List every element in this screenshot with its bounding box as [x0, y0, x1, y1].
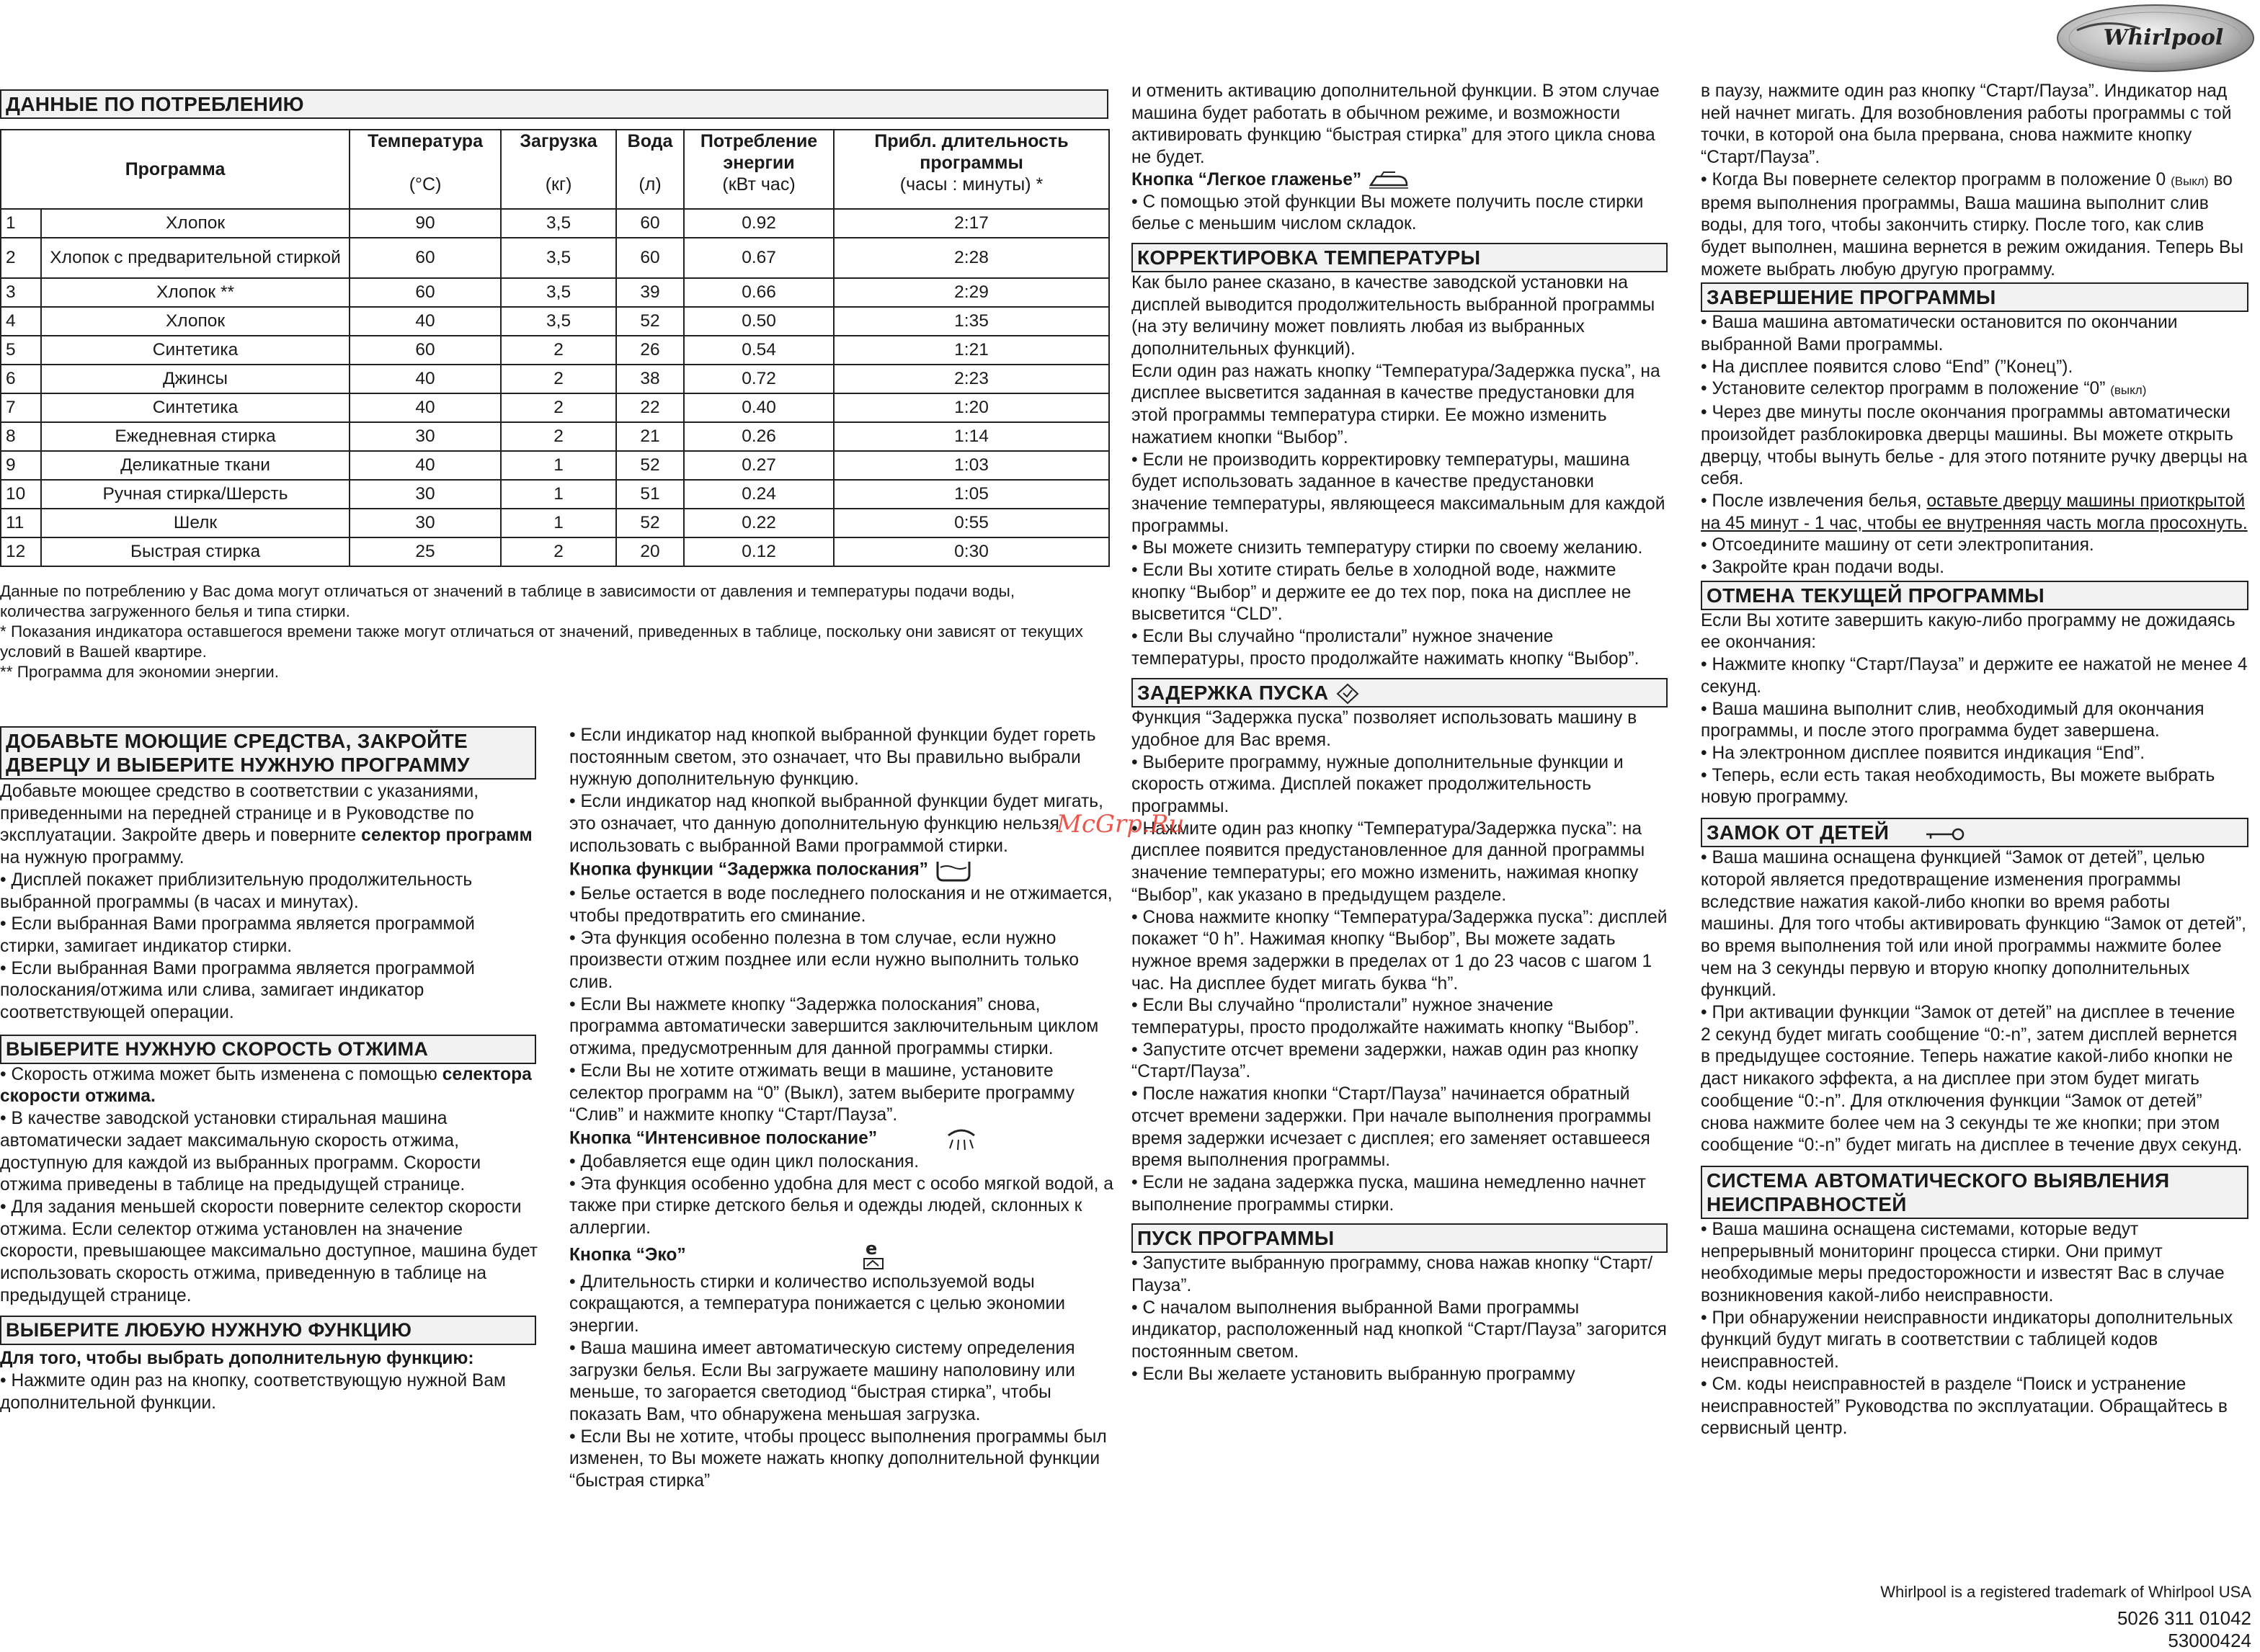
table-row — [1, 509, 1109, 537]
note-star: * Показания индикатора оставшегося времени также могут отличаться от значений, приведенных в таблице, поскольку они зависят от текущих условий в Вашей квартире. — [0, 622, 1083, 661]
delay-text-5: • Если Вы случайно “пролистали” нужное значение температуры, просто продолжайте нажимать кнопку “Выбор”. — [1131, 996, 1640, 1038]
table-row — [1, 422, 1109, 451]
func-bullet-steady: • Если индикатор над кнопкой выбранной функции будет гореть постоянным светом, это означает, что Вы правильно выбрали нужную дополнительную функцию. — [569, 725, 1096, 790]
easy-iron-1: • С помощью этой функции Вы можете получить после стирки белье с меньшим числом складок. — [1131, 192, 1644, 234]
temp-text-1: Как было ранее сказано, в качестве заводской установки на дисплей выводится продолжительность выбранной программы (на эту величину может повлиять любая из выбранных дополнительных функций). — [1131, 272, 1655, 360]
pause-text: в паузу, нажмите один раз кнопку “Старт/Пауза”. Индикатор над ней начнет мигать. Для возобновления работы программы с той точки, в которой она была прервана, снова нажмите кнопку “Старт/Пауза”. — [1701, 81, 2232, 168]
cell-water: 22 — [616, 393, 684, 422]
cell-load: 2 — [501, 365, 616, 393]
column-3 — [1131, 81, 1670, 1386]
rinse-hold-title: Кнопка функции “Задержка полоскания” — [569, 857, 1117, 883]
function-title: ВЫБЕРИТЕ ЛЮБУЮ НУЖНУЮ ФУНКЦИЮ — [0, 1316, 536, 1345]
spin-bullet-1: • В качестве заводской установки стиральная машина автоматически задает максимальную скорость отжима, доступную для каждой из выбранных программ. Скорости отжима приведены в таблице на предыдущей странице. — [0, 1109, 481, 1195]
cell-load: 1 — [501, 451, 616, 480]
cell-program: Ручная стирка/Шерсть — [41, 480, 350, 509]
whirlpool-logo — [2055, 3, 2256, 73]
cell-temp: 30 — [350, 509, 501, 537]
cell-water: 52 — [616, 307, 684, 336]
consumption-title: ДАННЫЕ ПО ПОТРЕБЛЕНИЮ — [0, 89, 1108, 119]
note-main: Данные по потреблению у Вас дома могут отличаться от значений в таблице в зависимости от давления и температуры подачи воды, количества загруженного белья и типа стирки. — [0, 582, 1015, 620]
intensive-rinse-title: Кнопка “Интенсивное полоскание” — [569, 1127, 1117, 1151]
column-4 — [1701, 81, 2248, 1440]
cell-duration: 1:20 — [834, 393, 1109, 422]
cell-energy: 0.24 — [684, 480, 834, 509]
cell-load: 3,5 — [501, 209, 616, 238]
rinse-hold-4: • Если Вы не хотите отжимать вещи в машине, установите селектор программ на “0” (Выкл), затем выберите программу “Слив” и нажмите кнопку “Старт/Пауза”. — [569, 1061, 1075, 1125]
temp-text-4: • Вы можете снизить температуру стирки по своему желанию. — [1131, 538, 1643, 558]
delay-text-1: Функция “Задержка пуска” позволяет использовать машину в удобное для Вас время. — [1131, 708, 1637, 750]
table-header-row — [1, 130, 1109, 209]
cell-temp: 40 — [350, 393, 501, 422]
cell-energy: 0.50 — [684, 307, 834, 336]
eco-2: • Ваша машина имеет автоматическую систему определения загрузки белья. Если Вы загружаете машину наполовину или меньше, то загорается светодиод “быстрая стирка”, чтобы показать Вам, что обнаружена меньшая загрузка. — [569, 1338, 1075, 1424]
cell-duration: 0:30 — [834, 537, 1109, 566]
temp-text-6: • Если Вы случайно “пролистали” нужное значение температуры, просто продолжайте нажимать кнопку “Выбор”. — [1131, 627, 1640, 669]
note-double-star: ** Программа для экономии энергии. — [0, 663, 280, 681]
end-6: • Отсоедините машину от сети электропитания. — [1701, 535, 2094, 555]
cell-temp: 40 — [350, 451, 501, 480]
cell-duration: 1:21 — [834, 336, 1109, 365]
col-duration: Прибл. длительность программы (часы : минуты) * — [834, 130, 1109, 209]
column-1 — [0, 726, 538, 1415]
cell-water: 26 — [616, 336, 684, 365]
cell-water: 20 — [616, 537, 684, 566]
delay-start-title: ЗАДЕРЖКА ПУСКА — [1131, 678, 1668, 708]
cell-water: 60 — [616, 238, 684, 278]
cancel-5: • Теперь, если есть такая необходимость, Вы можете выбрать новую программу. — [1701, 765, 2215, 808]
cancel-3: • Ваша машина выполнит слив, необходимый для окончания программы, и после этого программа будет завершена. — [1701, 699, 2205, 741]
cell-n: 10 — [1, 480, 41, 509]
quick-wash-cont: и отменить активацию дополнительной функции. В этом случае машина будет работать в обычном режиме, и возможности активировать функцию “быстрая стирка” для этого цикла снова не будет. — [1131, 81, 1660, 168]
key-icon — [1923, 826, 1967, 843]
svg-text:Whirlpool: Whirlpool — [2103, 25, 2224, 50]
cell-load: 2 — [501, 336, 616, 365]
table-row — [1, 480, 1109, 509]
rinse-hold-1: • Белье остается в воде последнего полоскания и не отжимается, чтобы предотвратить его сминание. — [569, 884, 1113, 926]
cell-temp: 90 — [350, 209, 501, 238]
cell-temp: 30 — [350, 480, 501, 509]
trademark-text: Whirlpool is a registered trademark of Whirlpool USA — [1880, 1583, 2251, 1601]
detergent-bullet-1: • Дисплей покажет приблизительную продолжительность выбранной программы (в часах и минутах). — [0, 870, 473, 912]
table-row — [1, 451, 1109, 480]
cell-load: 3,5 — [501, 307, 616, 336]
spin-intro: • Скорость отжима может быть изменена с помощью селектора скорости отжима. — [0, 1064, 532, 1107]
cell-program: Шелк — [41, 509, 350, 537]
cell-program: Деликатные ткани — [41, 451, 350, 480]
cell-duration: 2:17 — [834, 209, 1109, 238]
col-program: Программа — [1, 130, 350, 209]
spin-bullet-2: • Для задания меньшей скорости поверните селектор скорости отжима. Если селектор отжима установлен на значение скорости, превышающее максимально доступное, машина будет использовать скорость отжима, приведенную в таблице на предыдущей странице. — [0, 1197, 538, 1305]
col-load: Загрузка (кг) — [501, 130, 616, 209]
cell-program: Джинсы — [41, 365, 350, 393]
function-lead: Для того, чтобы выбрать дополнительную функцию: — [0, 1349, 474, 1369]
cell-program: Хлопок — [41, 209, 350, 238]
table-row — [1, 307, 1109, 336]
cell-energy: 0.12 — [684, 537, 834, 566]
cell-temp: 60 — [350, 238, 501, 278]
temp-adjust-title: КОРРЕКТИРОВКА ТЕМПЕРАТУРЫ — [1131, 243, 1668, 272]
cell-load: 1 — [501, 480, 616, 509]
cell-temp: 30 — [350, 422, 501, 451]
selector-off-text: • Когда Вы повернете селектор программ в положение 0 (Выкл) во время выполнения программы, Ваша машина выполнит слив воды, для того, чтобы закончить стирку. После того, как слив будет выполнен, машина вернется в режим ожидания. Теперь Вы можете выбрать любую другую программу. — [1701, 169, 2244, 280]
end-3: • Установите селектор программ в положение “0” (выкл) — [1701, 379, 2147, 399]
eco-title: Кнопка “Эко” e — [569, 1240, 1117, 1272]
detergent-text: Добавьте моющее средство в соответствии с указаниями, приведенными на передней странице и в Руководстве по эксплуатации. Закройте дверь и поверните селектор программ на нужную программу. — [0, 782, 533, 868]
end-5: • После извлечения белья, оставьте дверцу машины приоткрытой на 45 минут - 1 час, чтобы ее внутренняя часть могла просохнуть. — [1701, 491, 2248, 533]
cell-duration: 1:14 — [834, 422, 1109, 451]
delay-text-6: • Запустите отсчет времени задержки, нажав один раз кнопку “Старт/Пауза”. — [1131, 1040, 1639, 1082]
fault-2: • При обнаружении неисправности индикаторы дополнительных функций будут мигать в соответствии с таблицей кодов неисправностей. — [1701, 1308, 2233, 1372]
cell-load: 2 — [501, 422, 616, 451]
cell-load: 3,5 — [501, 238, 616, 278]
cancel-1: Если Вы хотите завершить какую-либо программу не дожидаясь ее окончания: — [1701, 610, 2235, 653]
cell-energy: 0.54 — [684, 336, 834, 365]
delay-text-7: • После нажатия кнопки “Старт/Пауза” начинается обратный отсчет времени задержки. При начале выполнения программы время задержки исчезает с дисплея; его заменяет оставшееся время выполнения программы. — [1131, 1084, 1652, 1171]
cell-energy: 0.22 — [684, 509, 834, 537]
watermark: McGrp.Ru — [1056, 810, 1185, 839]
table-row — [1, 278, 1109, 307]
cell-temp: 25 — [350, 537, 501, 566]
temp-text-3: • Если не производить корректировку температуры, машина будет использовать заданное в качестве предустановки значение температуры, являющееся максимальным для каждой программы. — [1131, 450, 1665, 536]
cell-water: 38 — [616, 365, 684, 393]
cell-program: Хлопок ** — [41, 278, 350, 307]
delay-text-8: • Если не задана задержка пуска, машина немедленно начнет выполнение программы стирки. — [1131, 1172, 1646, 1215]
cell-duration: 1:35 — [834, 307, 1109, 336]
doc-code-1: 5026 311 01042 — [2117, 1607, 2251, 1629]
cell-water: 60 — [616, 209, 684, 238]
cell-n: 12 — [1, 537, 41, 566]
cell-water: 52 — [616, 451, 684, 480]
cell-energy: 0.92 — [684, 209, 834, 238]
cell-energy: 0.27 — [684, 451, 834, 480]
intensive-rinse-2: • Эта функция особенно удобна для мест с особо мягкой водой, а также при стирке детского белья и одежды людей, склонных к аллергии. — [569, 1174, 1113, 1238]
detergent-title: ДОБАВЬТЕ МОЮЩИЕ СРЕДСТВА, ЗАКРОЙТЕ ДВЕРЦУ И ВЫБЕРИТЕ НУЖНУЮ ПРОГРАММУ — [0, 726, 536, 780]
cell-n: 9 — [1, 451, 41, 480]
cell-n: 3 — [1, 278, 41, 307]
cell-duration: 0:55 — [834, 509, 1109, 537]
cell-duration: 2:23 — [834, 365, 1109, 393]
cell-n: 2 — [1, 238, 41, 278]
rinse-hold-3: • Если Вы нажмете кнопку “Задержка полоскания” снова, программа автоматически завершится заключительным циклом отжима, предусмотренным для данной программы стирки. — [569, 994, 1099, 1059]
child-lock-title: ЗАМОК ОТ ДЕТЕЙ — [1701, 818, 2248, 847]
func-bullet-blink: • Если индикатор над кнопкой выбранной функции будет мигать, это означает, что данную дополнительную функцию нельзя использовать с выбранной Вами программой стирки. — [569, 792, 1103, 856]
cell-n: 1 — [1, 209, 41, 238]
col-water: Вода (л) — [616, 130, 684, 209]
cell-temp: 60 — [350, 336, 501, 365]
end-7: • Закройте кран подачи воды. — [1701, 558, 1944, 578]
cell-program: Быстрая стирка — [41, 537, 350, 566]
eco-icon — [857, 1240, 893, 1272]
table-row — [1, 209, 1109, 238]
cell-program: Хлопок — [41, 307, 350, 336]
shower-icon — [933, 1127, 990, 1151]
cell-n: 4 — [1, 307, 41, 336]
table-row — [1, 336, 1109, 365]
delay-text-4: • Снова нажмите кнопку “Температура/Задержка пуска”: дисплей покажет “0 h”. Нажимая кнопку “Выбор”, Вы можете задать нужное время задержки в пределах от 1 до 23 часов с шагом 1 час. На дисплее будет мигать буква “h”. — [1131, 907, 1668, 994]
easy-iron-title: Кнопка “Легкое глаженье” — [1131, 169, 1670, 192]
child-lock-1: • Ваша машина оснащена функцией “Замок от детей”, целью которой является предотвращение изменения программы вследствие нажатия какой-либо кнопки во время работы машины. Для того чтобы активировать функцию “Замок от детей”, во время выполнения той или иной программы нажмите более чем на 3 секунды первую и вторую кнопку дополнительных функций. — [1701, 848, 2247, 1001]
cell-load: 1 — [501, 509, 616, 537]
col-temp: Температура (°C) — [350, 130, 501, 209]
cell-duration: 2:29 — [834, 278, 1109, 307]
table-row — [1, 365, 1109, 393]
start-program-title: ПУСК ПРОГРАММЫ — [1131, 1223, 1668, 1253]
child-lock-2: • При активации функции “Замок от детей” на дисплее в течение 2 секунд будет мигать сообщение “0:-n”, затем дисплей вернется в предыдущее состояние. Теперь нажатие какой-либо кнопки не даст никакого эффекта, а на дисплее при этом будет мигать сообщение “0:-n”. Для отключения функции “Замок от детей” снова нажмите более чем на 3 секунды те же кнопки; при этом сообщение “0:-n” будет мигать на дисплее в течение двух секунд. — [1701, 1003, 2243, 1156]
cell-program: Ежедневная стирка — [41, 422, 350, 451]
end-2: • На дисплее появится слово “End” (”Конец”). — [1701, 357, 2073, 377]
cancel-program-title: ОТМЕНА ТЕКУЩЕЙ ПРОГРАММЫ — [1701, 581, 2248, 610]
end-4: • Через две минуты после окончания программы автоматически произойдет разблокировка дверцы машины. Вы можете открыть дверцу, чтобы вынуть белье - для этого потяните ручку дверцы на себя. — [1701, 403, 2248, 489]
table-row — [1, 393, 1109, 422]
cell-n: 7 — [1, 393, 41, 422]
cell-program: Синтетика — [41, 393, 350, 422]
rinse-hold-2: • Эта функция особенно полезна в том случае, если нужно произвести отжим позднее или если нужно выполнить только слив. — [569, 928, 1080, 993]
cell-energy: 0.26 — [684, 422, 834, 451]
footer — [1880, 1582, 2251, 1651]
table-row — [1, 238, 1109, 278]
cell-water: 39 — [616, 278, 684, 307]
fault-3: • См. коды неисправностей в разделе “Поиск и устранение неисправностей” Руководства по эксплуатации. Обращайтесь в сервисный центр. — [1701, 1374, 2228, 1439]
end-program-title: ЗАВЕРШЕНИЕ ПРОГРАММЫ — [1701, 282, 2248, 312]
detergent-bullet-3: • Если выбранная Вами программа является программой полоскания/отжима или слива, замигает индикатор соответствующей операции. — [0, 958, 475, 1023]
cell-temp: 60 — [350, 278, 501, 307]
cell-program: Хлопок с предварительной стиркой — [41, 238, 350, 278]
temp-text-5: • Если Вы хотите стирать белье в холодной воде, нажмите кнопку “Выбор” и держите ее до тех пор, пока на дисплее не высветится “CLD”. — [1131, 561, 1632, 625]
cell-load: 3,5 — [501, 278, 616, 307]
column-2 — [569, 725, 1117, 1493]
fault-1: • Ваша машина оснащена системами, которые ведут непрерывный мониторинг процесса стирки. Они примут необходимые меры предосторожности и известят Вас в случае возникновения какой-либо неисправности. — [1701, 1219, 2225, 1306]
consumption-notes — [0, 581, 1095, 682]
cell-load: 2 — [501, 393, 616, 422]
cell-load: 2 — [501, 537, 616, 566]
cell-energy: 0.40 — [684, 393, 834, 422]
start-text-1: • Запустите выбранную программу, снова нажав кнопку “Старт/Пауза”. — [1131, 1254, 1653, 1296]
function-bullet-1: • Нажмите один раз на кнопку, соответствующую нужной Вам дополнительной функции. — [0, 1371, 506, 1413]
end-1: • Ваша машина автоматически остановится по окончании выбранной Вами программы. — [1701, 313, 2178, 355]
fault-detection-title: СИСТЕМА АВТОМАТИЧЕСКОГО ВЫЯВЛЕНИЯ НЕИСПРАВНОСТЕЙ — [1701, 1166, 2248, 1219]
detergent-bullet-2: • Если выбранная Вами программа является программой стирки, замигает индикатор стирки. — [0, 914, 475, 956]
delay-text-2: • Выберите программу, нужные дополнительные функции и скорость отжима. Дисплей покажет продолжительность программы. — [1131, 752, 1624, 816]
eco-3: • Если Вы не хотите, чтобы процесс выполнения программы был изменен, то Вы можете нажать кнопку дополнительной функции “быстрая стирка” — [569, 1426, 1107, 1491]
cell-n: 5 — [1, 336, 41, 365]
cell-duration: 2:28 — [834, 238, 1109, 278]
cell-n: 11 — [1, 509, 41, 537]
cell-duration: 1:03 — [834, 451, 1109, 480]
cell-n: 8 — [1, 422, 41, 451]
table-row — [1, 537, 1109, 566]
intensive-rinse-1: • Добавляется еще один цикл полоскания. — [569, 1151, 920, 1171]
iron-icon — [1366, 171, 1411, 189]
cancel-4: • На электронном дисплее появится индикация “End”. — [1701, 743, 2145, 763]
col-energy: Потребление энергии (кВт час) — [684, 130, 834, 209]
cell-water: 21 — [616, 422, 684, 451]
consumption-table — [0, 129, 1110, 567]
start-text-2: • С началом выполнения выбранной Вами программы индикатор, расположенный над кнопкой “Старт/Пауза” загорится постоянным светом. — [1131, 1298, 1667, 1362]
spin-title: ВЫБЕРИТЕ НУЖНУЮ СКОРОСТЬ ОТЖИМА — [0, 1035, 536, 1064]
rinse-hold-icon — [933, 857, 974, 883]
cell-energy: 0.66 — [684, 278, 834, 307]
delay-text-3: • Нажмите один раз кнопку “Температура/Задержка пуска”: на дисплее появится предустановленное для данной программы значение температуры; его можно изменить, нажимая кнопку “Выбор”, как указано в предыдущем разделе. — [1131, 818, 1645, 905]
cell-water: 51 — [616, 480, 684, 509]
cancel-2: • Нажмите кнопку “Старт/Пауза” и держите ее нажатой не менее 4 секунд. — [1701, 655, 2248, 697]
cell-program: Синтетика — [41, 336, 350, 365]
cell-temp: 40 — [350, 307, 501, 336]
eco-1: • Длительность стирки и количество используемой воды сокращаются, а температура понижается с целью экономии энергии. — [569, 1272, 1065, 1336]
cell-energy: 0.67 — [684, 238, 834, 278]
svg-text:e: e — [865, 1239, 877, 1259]
cell-duration: 1:05 — [834, 480, 1109, 509]
doc-code-2: 53000424 — [2168, 1630, 2251, 1651]
cell-n: 6 — [1, 365, 41, 393]
delay-icon — [1335, 683, 1361, 705]
cell-temp: 40 — [350, 365, 501, 393]
cell-water: 52 — [616, 509, 684, 537]
temp-text-2: Если один раз нажать кнопку “Температура/Задержка пуска”, на дисплее высветится заданная в качестве предустановки для этой программы температура стирки. Ее можно изменить нажатием кнопки “Выбор”. — [1131, 361, 1660, 447]
cell-energy: 0.72 — [684, 365, 834, 393]
start-text-3: • Если Вы желаете установить выбранную программу — [1131, 1364, 1575, 1384]
consumption-section — [0, 89, 1110, 682]
